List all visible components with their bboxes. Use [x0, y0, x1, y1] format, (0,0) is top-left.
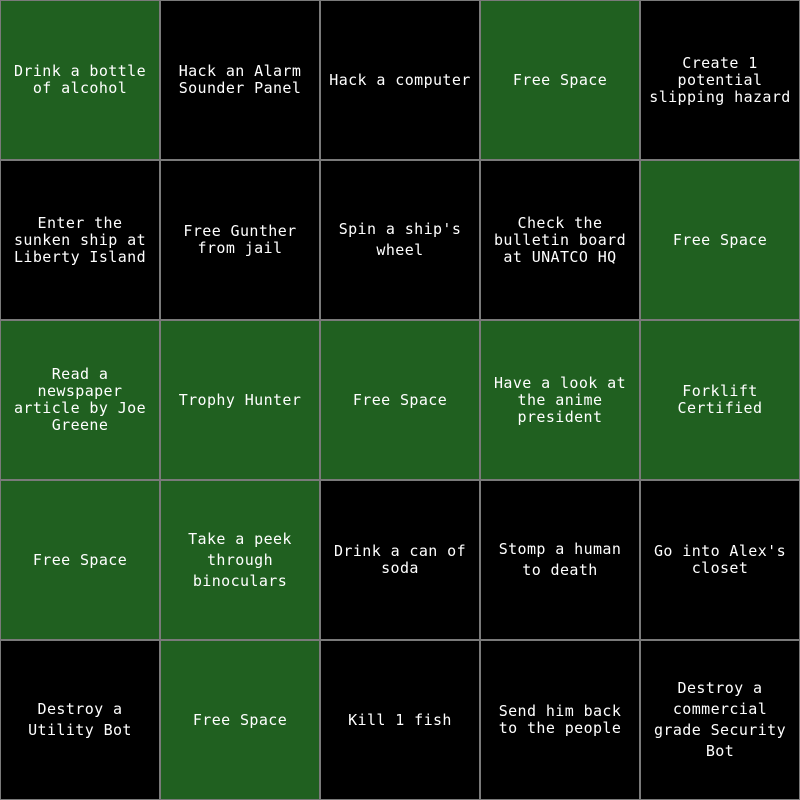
free-space-square-r1c4[interactable]: [480, 0, 640, 160]
bingo-square-r5c5[interactable]: [640, 640, 800, 800]
square-label: Free Space: [512, 70, 608, 89]
bingo-square-r5c4[interactable]: [480, 640, 640, 800]
square-label: Free Space: [32, 550, 128, 569]
bingo-square-r1c2[interactable]: [160, 0, 320, 160]
free-space-square-r5c2[interactable]: [160, 640, 320, 800]
square-label: Destroy a commercial grade Security Bot: [653, 679, 787, 760]
bingo-square-r3c2[interactable]: [160, 320, 320, 480]
bingo-square-r1c3[interactable]: [320, 0, 480, 160]
bingo-square-r1c5[interactable]: [640, 0, 800, 160]
square-label: Free Space: [192, 710, 288, 729]
square-label: Drink a can of soda: [333, 542, 467, 577]
free-space-square-r3c3[interactable]: [320, 320, 480, 480]
square-label: Stomp a human to death: [498, 540, 622, 579]
bingo-square-r1c1[interactable]: [0, 0, 160, 160]
bingo-square-r3c5[interactable]: [640, 320, 800, 480]
square-label: Forklift Certified: [677, 382, 763, 417]
bingo-square-r2c4[interactable]: [480, 160, 640, 320]
bingo-square-r4c5[interactable]: [640, 480, 800, 640]
square-label: Have a look at the anime president: [493, 373, 627, 426]
free-space-square-r2c5[interactable]: [640, 160, 800, 320]
square-label: Enter the sunken ship at Liberty Island: [13, 213, 147, 266]
bingo-square-r2c1[interactable]: [0, 160, 160, 320]
square-label: Spin a ship's wheel: [338, 220, 462, 259]
square-label: Take a peek through binoculars: [188, 529, 292, 590]
square-label: Create 1 potential slipping hazard: [649, 53, 791, 106]
square-label: Kill 1 fish: [348, 710, 452, 729]
square-label: Hack a computer: [329, 70, 471, 89]
square-label: Destroy a Utility Bot: [28, 700, 132, 739]
square-label: Trophy Hunter: [178, 390, 302, 409]
square-label: Free Gunther from jail: [183, 222, 297, 257]
square-label: Free Space: [672, 230, 768, 249]
square-label: Hack an Alarm Sounder Panel: [178, 62, 302, 97]
square-label: Free Space: [352, 390, 448, 409]
square-label: Read a newspaper article by Joe Greene: [13, 365, 147, 434]
square-label: Check the bulletin board at UNATCO HQ: [493, 213, 627, 266]
bingo-square-r4c2[interactable]: [160, 480, 320, 640]
bingo-square-r4c3[interactable]: [320, 480, 480, 640]
bingo-square-r3c1[interactable]: [0, 320, 160, 480]
bingo-square-r5c1[interactable]: [0, 640, 160, 800]
bingo-square-r5c3[interactable]: [320, 640, 480, 800]
square-label: Go into Alex's closet: [653, 542, 787, 577]
bingo-square-r2c3[interactable]: [320, 160, 480, 320]
bingo-square-r4c4[interactable]: [480, 480, 640, 640]
square-label: Send him back to the people: [498, 702, 622, 737]
free-space-square-r4c1[interactable]: [0, 480, 160, 640]
square-label: Drink a bottle of alcohol: [13, 62, 147, 97]
bingo-square-r3c4[interactable]: [480, 320, 640, 480]
bingo-square-r2c2[interactable]: [160, 160, 320, 320]
